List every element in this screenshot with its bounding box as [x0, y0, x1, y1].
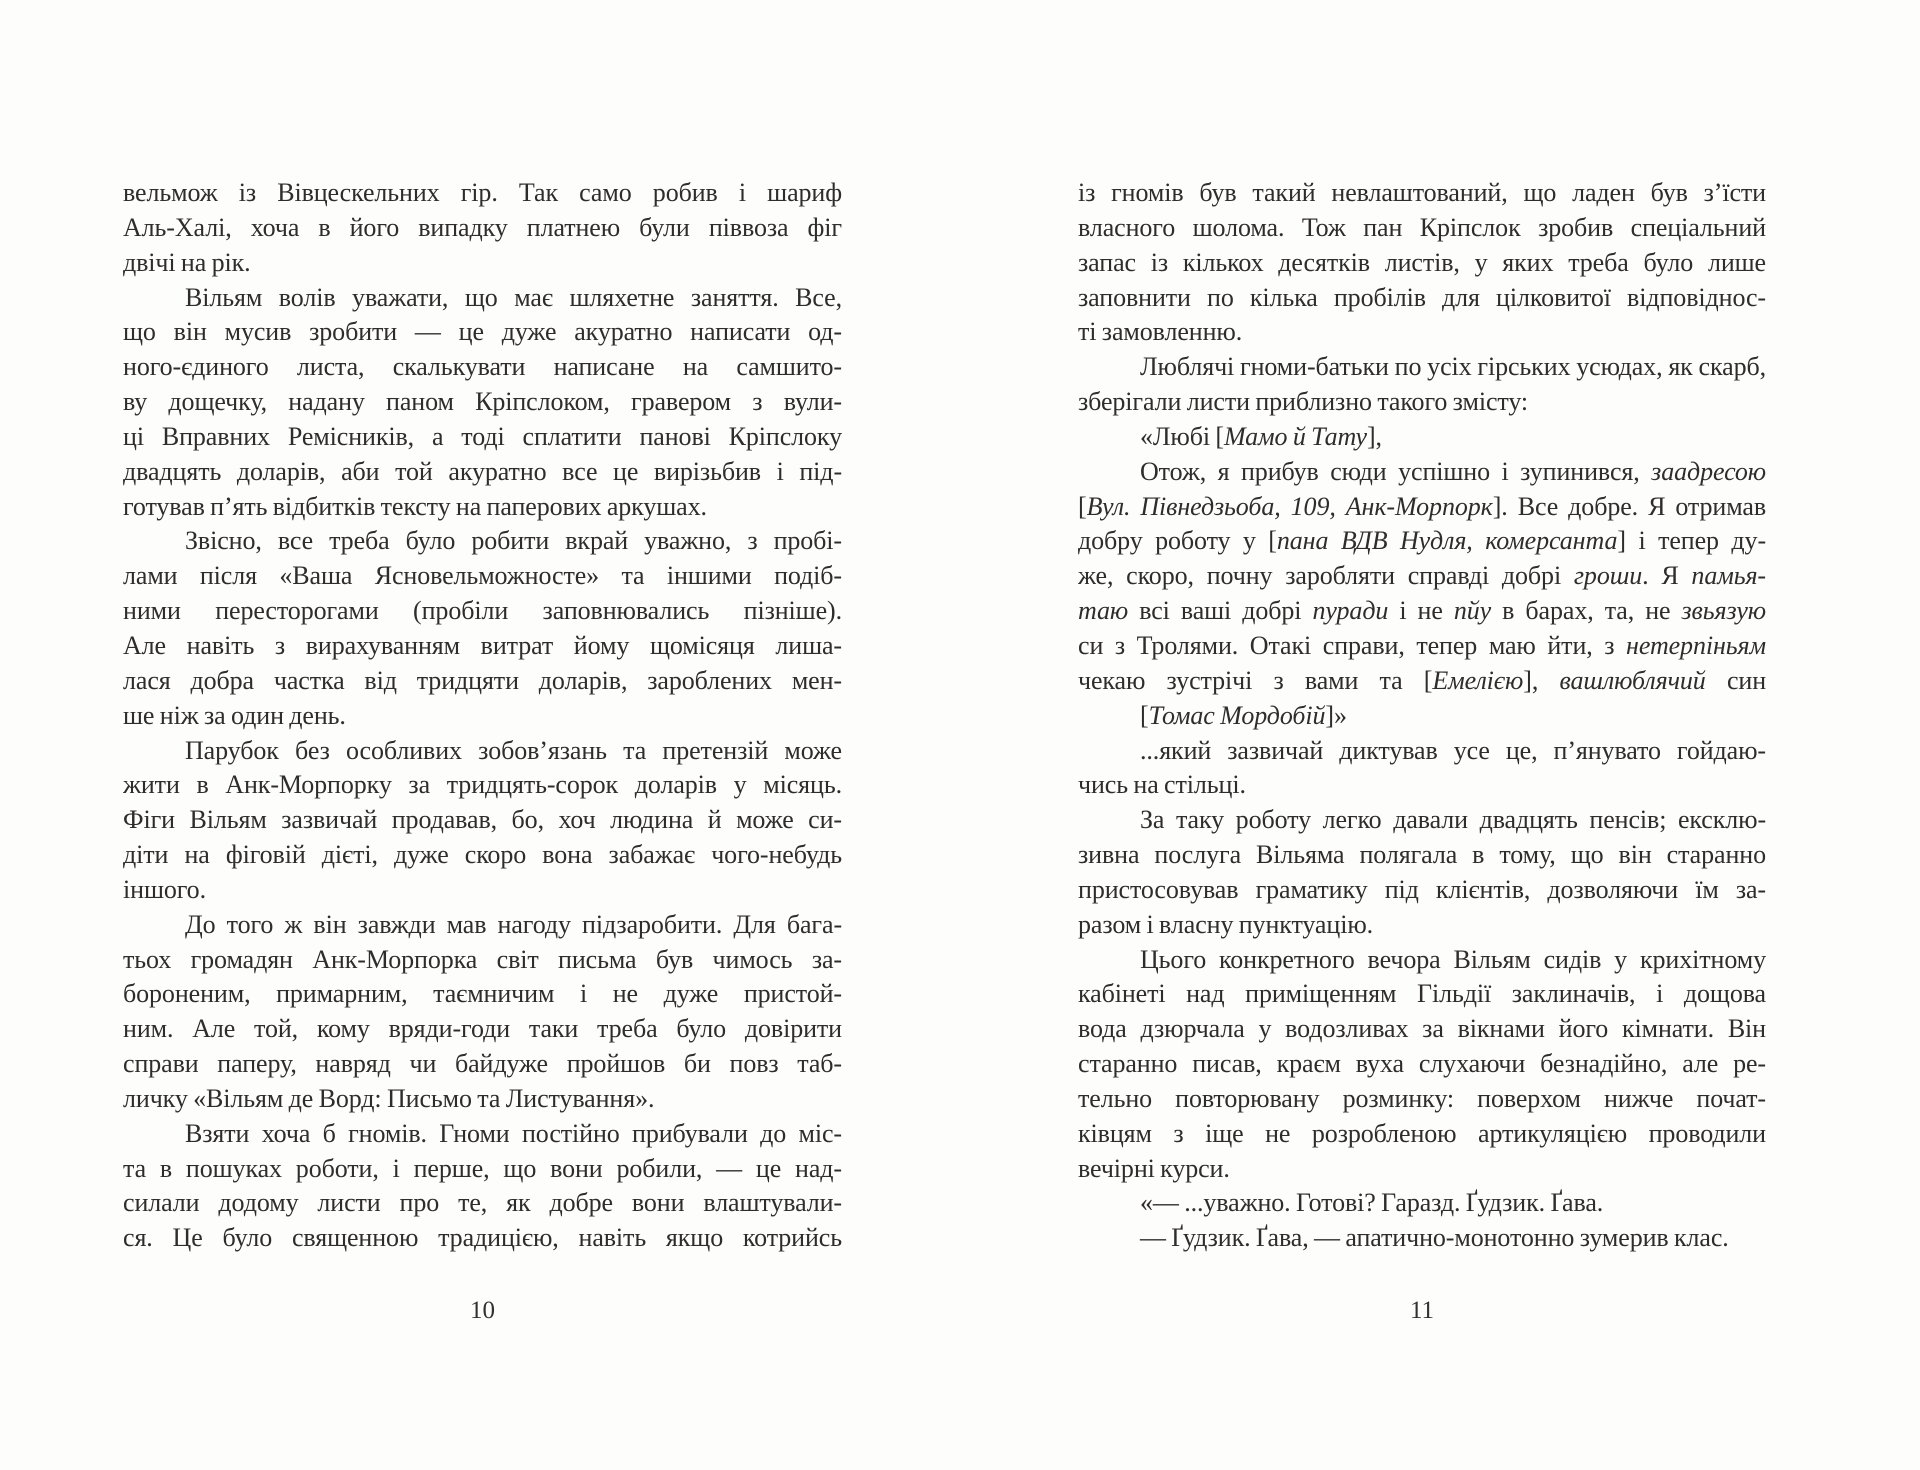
text-run: власного шолома. Тож пан Кріпслок зробив спеціальний — [1078, 212, 1766, 242]
text-line — [1078, 699, 1766, 734]
text-run: запас із кількох десятків листів, у яких треба було лише — [1078, 247, 1766, 277]
text-run-italic: Мамо й Тату — [1223, 421, 1367, 451]
text-line — [123, 559, 842, 594]
text-run: що він мусив зробити — це дуже акуратно написати од- — [123, 317, 842, 347]
text-run: син — [1705, 665, 1766, 695]
text-run-italic: Вул. Півнедзьоба, 109, Анк-Морпорк — [1086, 491, 1493, 521]
text-run: ] і тепер ду- — [1617, 526, 1766, 556]
text-run: готував п’ять відбитків тексту на паперових аркушах. — [123, 491, 707, 521]
text-line — [1078, 629, 1766, 664]
text-run: та в пошуках роботи, і перше, що вони робили, — це над- — [123, 1153, 842, 1183]
text-line — [1078, 385, 1766, 420]
text-run: всі ваші добрі — [1128, 596, 1313, 626]
text-run: Взяти хоча б гномів. Гноми постійно прибували до міс- — [185, 1118, 842, 1148]
text-run: [ — [1078, 491, 1087, 521]
text-run: справи паперу, навряд чи байдуже пройшов би повз таб- — [123, 1049, 842, 1079]
text-run-italic: Томас Мордобій — [1148, 700, 1326, 730]
text-line — [1078, 768, 1766, 803]
text-run: разом і власну пунктуацію. — [1078, 909, 1374, 939]
text-line — [123, 315, 842, 350]
text-run-italic: заадресою — [1651, 456, 1766, 486]
text-line — [1078, 420, 1766, 455]
text-line — [1078, 1082, 1766, 1117]
text-run: . Я — [1642, 561, 1692, 591]
text-line — [123, 629, 842, 664]
text-line — [123, 1152, 842, 1187]
text-line — [123, 1221, 842, 1256]
text-line — [123, 524, 842, 559]
text-run: вода дзюрчала у водозливах за вікнами його кімнати. Він — [1078, 1014, 1766, 1044]
right-page-text — [1078, 176, 1766, 1256]
text-line — [1078, 1012, 1766, 1047]
text-line — [1078, 977, 1766, 1012]
text-run-italic: вашлюблячий — [1559, 665, 1706, 695]
text-run: [ — [1140, 700, 1149, 730]
text-run: із гномів був такий невлаштований, що ладен був з’їсти — [1078, 178, 1766, 207]
page-number-left: 10 — [470, 1297, 495, 1324]
text-run: ше ніж за один день. — [123, 700, 346, 730]
text-line — [1078, 559, 1766, 594]
text-run: бороненим, примарним, таємничим і не дуже пристой- — [123, 979, 842, 1009]
text-run: Фіги Вільям зазвичай продавав, бо, хоч людина й може си- — [123, 805, 842, 835]
text-line — [123, 281, 842, 316]
text-run-italic: пйу — [1453, 596, 1492, 626]
text-run-italic: Емелією — [1432, 665, 1524, 695]
text-run: зивна послуга Вільяма полягала в тому, що він старанно — [1078, 840, 1766, 870]
text-run: силали додому листи про те, як добре вони влаштували- — [123, 1188, 842, 1218]
text-run: іншого. — [123, 874, 206, 904]
text-run: «Любі [ — [1140, 421, 1224, 451]
text-line — [1078, 1152, 1766, 1187]
text-line — [1078, 873, 1766, 908]
text-line — [1078, 315, 1766, 350]
text-run: пристосовував граматику під клієнтів, дозволяючи їм за- — [1078, 874, 1766, 904]
text-run: же, скоро, почну заробляти справді добрі — [1078, 561, 1574, 591]
text-line — [1078, 594, 1766, 629]
text-line — [123, 664, 842, 699]
text-run: ся. Це було священною традицією, навіть якщо котрийсь — [123, 1223, 842, 1253]
text-run-italic: звьязую — [1681, 596, 1766, 626]
text-line — [1078, 1047, 1766, 1082]
text-run: діти на фіговій дієті, дуже скоро вона забажає чого-небудь — [123, 840, 842, 870]
text-run: ці Вправних Ремісників, а тоді сплатити панові Кріпслоку — [123, 421, 842, 451]
text-run: ківцям з іще не розробленою артикуляцією проводили — [1078, 1118, 1766, 1148]
text-run: Отож, я прибув сюди успішно і зупинився, — [1140, 456, 1652, 486]
text-line — [1078, 281, 1766, 316]
text-run: ними пересторогами (пробіли заповнювались пізніше). — [123, 596, 842, 626]
text-run: си з Тролями. Отакі справи, тепер маю йти, з — [1078, 630, 1627, 660]
text-line — [123, 734, 842, 769]
text-run: Парубок без особливих зобов’язань та претензій може — [185, 735, 842, 765]
text-line — [123, 977, 842, 1012]
text-run-italic: пана ВДВ Нудля, комерсанта — [1276, 526, 1618, 556]
text-line — [123, 420, 842, 455]
text-run: — Ґудзик. Ґава, — апатично-монотонно зумерив клас. — [1140, 1223, 1729, 1253]
text-line — [123, 455, 842, 490]
text-line — [1078, 176, 1766, 211]
text-run: ті замовленню. — [1078, 317, 1243, 347]
text-line — [123, 1012, 842, 1047]
text-line — [1078, 803, 1766, 838]
text-line — [1078, 490, 1766, 525]
text-run: ного-єдиного листа, скалькувати написане на самшито- — [123, 352, 842, 382]
text-run: двадцять доларів, аби той акуратно все це вирізьбив і під- — [123, 456, 842, 486]
text-run: Але навіть з вирахуванням витрат йому щомісяця лиша- — [123, 630, 842, 660]
text-line — [1078, 350, 1766, 385]
text-line — [123, 943, 842, 978]
text-line — [123, 211, 842, 246]
text-run: вечірні курси. — [1078, 1153, 1230, 1183]
text-run: старанно писав, краєм вуха слухаючи безнадійно, але ре- — [1078, 1049, 1766, 1079]
text-run: чекаю зустрічі з вами та [ — [1078, 665, 1433, 695]
text-line — [1078, 908, 1766, 943]
text-run: ним. Але той, кому вряди-годи таки треба було довірити — [123, 1014, 842, 1044]
text-run: ]» — [1325, 700, 1347, 730]
text-run: «— ...уважно. Готові? Гаразд. Ґудзик. Ґава. — [1140, 1188, 1604, 1218]
text-run: ], — [1366, 421, 1382, 451]
text-line — [1078, 455, 1766, 490]
text-run-italic: пуради — [1312, 596, 1389, 626]
text-line — [123, 908, 842, 943]
text-run: чись на стільці. — [1078, 770, 1246, 800]
text-line — [123, 873, 842, 908]
text-run: тельно повторювану розминку: поверхом нижче почат- — [1078, 1083, 1766, 1113]
text-run-italic: таю — [1078, 596, 1129, 626]
text-line — [123, 1047, 842, 1082]
text-line — [123, 1082, 842, 1117]
text-run: Звісно, все треба було робити вкрай уважно, з пробі- — [185, 526, 842, 556]
text-run: вельмож із Вівцескельних гір. Так само робив і шариф — [123, 178, 842, 207]
left-page-text — [123, 176, 842, 1256]
text-run: ...який зазвичай диктував усе це, п’янувато гойдаю- — [1140, 735, 1766, 765]
text-line — [123, 385, 842, 420]
text-run-italic: гроши — [1573, 561, 1643, 591]
text-run: ], — [1523, 665, 1560, 695]
text-line — [1078, 943, 1766, 978]
text-line — [123, 176, 842, 211]
text-run: ву дощечку, надану паном Кріпслоком, гравером з вули- — [123, 387, 842, 417]
text-run-italic: нетерпіньям — [1626, 630, 1766, 660]
text-line — [1078, 664, 1766, 699]
text-run: зберігали листи приблизно такого змісту: — [1078, 387, 1528, 417]
text-run-italic: памья- — [1691, 561, 1766, 591]
text-line — [1078, 1221, 1766, 1256]
text-line — [123, 594, 842, 629]
text-run: заповнити по кілька пробілів для цілковитої відповіднос- — [1078, 282, 1766, 312]
text-run: Цього конкретного вечора Вільям сидів у крихітному — [1140, 944, 1766, 974]
text-line — [123, 803, 842, 838]
text-run: ]. Все добре. Я отримав — [1492, 491, 1766, 521]
text-line — [123, 838, 842, 873]
page-number-right: 11 — [1409, 1297, 1435, 1324]
text-line — [1078, 838, 1766, 873]
text-run: Аль-Халі, хоча в його випадку платнею були піввоза фіг — [123, 212, 842, 242]
text-run: тьох громадян Анк-Морпорка світ письма був чимось за- — [123, 944, 842, 974]
text-line — [123, 699, 842, 734]
text-run: кабінеті над приміщенням Гільдії заклиначів, і дощова — [1078, 979, 1766, 1009]
text-line — [123, 350, 842, 385]
text-run: Вільям волів уважати, що має шляхетне заняття. Все, — [185, 282, 842, 312]
text-line — [1078, 524, 1766, 559]
text-line — [123, 1186, 842, 1221]
text-run: личку «Вільям де Ворд: Письмо та Листування». — [123, 1083, 655, 1113]
text-run: добру роботу у [ — [1078, 526, 1277, 556]
text-line — [1078, 246, 1766, 281]
text-run: лами після «Ваша Ясновельможносте» та іншими подіб- — [123, 561, 842, 591]
text-line — [123, 1117, 842, 1152]
text-run: в барах, та, не — [1491, 596, 1682, 626]
text-line — [1078, 211, 1766, 246]
text-run: і не — [1388, 596, 1454, 626]
text-line — [1078, 1186, 1766, 1221]
text-run: двічі на рік. — [123, 247, 251, 277]
text-run: лася добра частка від тридцяти доларів, зароблених мен- — [123, 665, 842, 695]
text-line — [123, 246, 842, 281]
text-line — [123, 768, 842, 803]
text-run: Люблячі гноми-батьки по усіх гірських усюдах, як скарб, — [1140, 352, 1766, 382]
text-line — [123, 490, 842, 525]
text-run: жити в Анк-Морпорку за тридцять-сорок доларів у місяць. — [123, 770, 842, 800]
text-line — [1078, 1117, 1766, 1152]
text-run: За таку роботу легко давали двадцять пенсів; ексклю- — [1140, 805, 1766, 835]
text-run: До того ж він завжди мав нагоду підзаробити. Для бага- — [185, 909, 842, 939]
text-line — [1078, 734, 1766, 769]
